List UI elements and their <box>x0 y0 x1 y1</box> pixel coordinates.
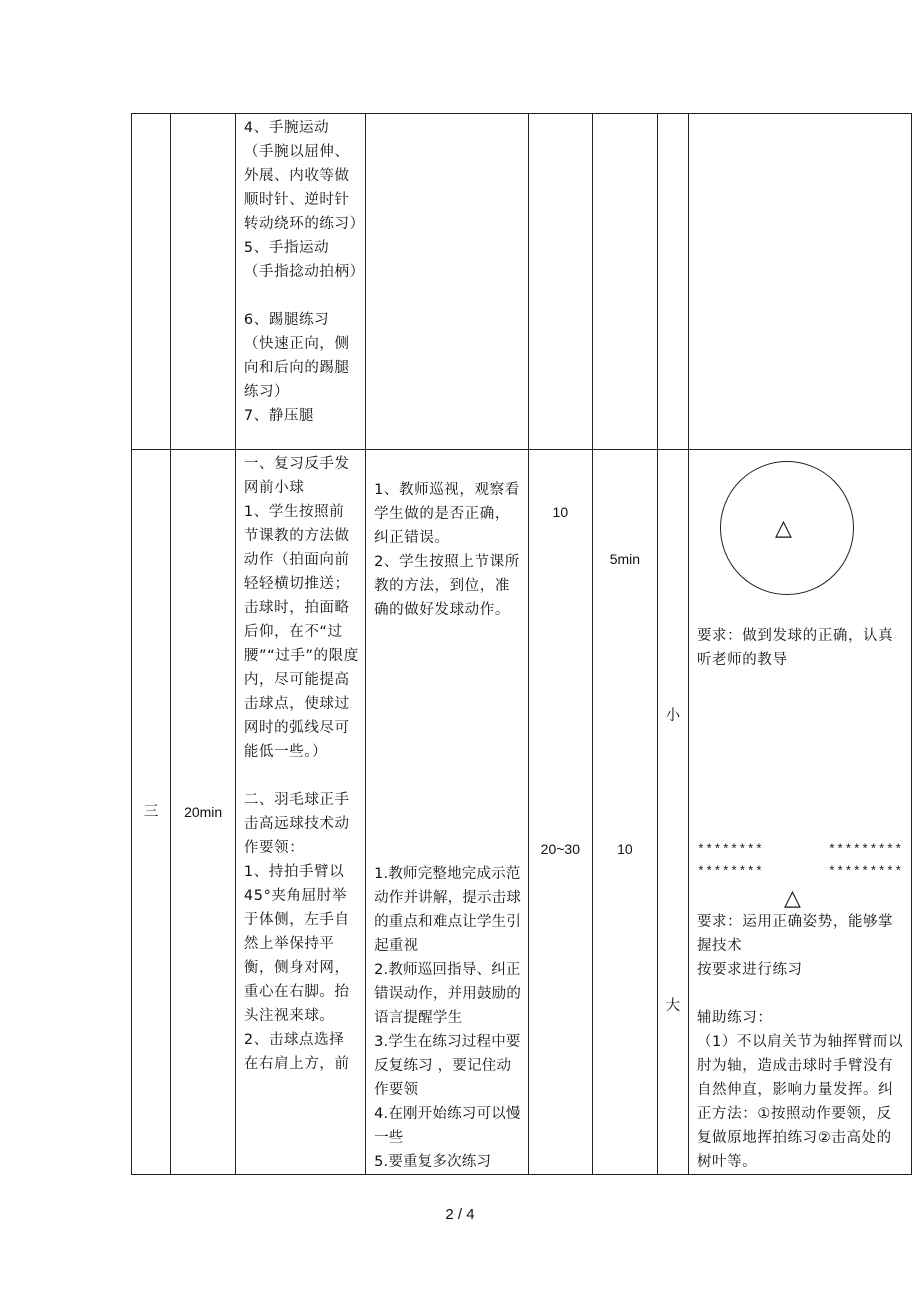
time-cell <box>593 450 658 1175</box>
duration-cell <box>171 450 236 1175</box>
content-cell <box>235 114 365 450</box>
content-paragraph: 1、持拍手臂以45°夹角屈肘举于体侧，左手自然上举保持平衡，侧身对网，重心在右脚。抬头注视来球。 <box>243 864 350 1024</box>
section-cell <box>132 450 171 1175</box>
page-number: 2 / 4 <box>445 1206 475 1223</box>
table-row <box>132 450 912 1175</box>
time-cell <box>593 114 658 450</box>
intensity-cell <box>657 450 688 1175</box>
method-paragraph: 3.学生在练习过程中要反复练习 ，要记住动作要领 <box>374 1034 521 1098</box>
method-paragraph: 1.教师完整地完成示范动作并讲解，提示击球的重点和难点让学生引起重视 <box>374 866 522 954</box>
intensity-cell <box>657 114 688 450</box>
method-paragraph: 1、教师巡视，观察看学生做的是否正确，纠正错误。 <box>374 482 520 546</box>
triangle-icon: △ <box>783 886 801 911</box>
requirement-text: 要求：做到发球的正确，认真听老师的教导 <box>696 628 894 668</box>
section-label: 三 <box>143 804 159 820</box>
aux-body: （1）不以肩关节为轴挥臂而以肘为轴，造成击球时手臂没有自然伸直，影响力量发挥。纠正方法：①按照动作要领，反复做原地挥拍练习②击高处的树叶等。 <box>696 1034 904 1170</box>
formation-stars: ********* <box>827 842 903 857</box>
content-paragraph: 6、踢腿练习（快速正向，侧向和后向的踢腿练习） <box>243 312 350 400</box>
method-paragraph: 2.教师巡回指导、纠正错误动作，并用鼓励的语言提醒学生 <box>374 962 522 1026</box>
diagram-cell <box>688 114 911 450</box>
intensity-label: 大 <box>665 998 681 1014</box>
requirement-text: 要求：运用正确姿势，能够掌握技术 <box>696 914 894 954</box>
formation-stars: ********* <box>827 864 903 879</box>
method-cell <box>366 114 528 450</box>
content-paragraph: 4、手腕运动（手腕以屈伸、外展、内收等做顺时针、逆时针转动绕环的练习） <box>243 120 365 232</box>
section-cell <box>132 114 171 450</box>
intensity-label: 小 <box>665 708 681 724</box>
time-value: 5min <box>609 551 641 567</box>
content-cell <box>235 450 365 1175</box>
table-row <box>132 114 912 450</box>
diagram-cell <box>688 450 911 1175</box>
lesson-plan-table <box>131 113 912 1175</box>
aux-title: 辅助练习： <box>696 1010 773 1026</box>
content-paragraph: 2、击球点选择在右肩上方，前 <box>243 1032 350 1072</box>
method-paragraph: 4.在刚开始练习可以慢一些 <box>374 1106 521 1146</box>
formation-stars: ******** <box>696 864 764 879</box>
content-paragraph: 5、手指运动（手指捻动拍柄） <box>243 240 365 280</box>
content-paragraph: 7、静压腿 <box>243 408 315 424</box>
method-paragraph: 2、学生按照上节课所教的方法，到位，准确的做好发球动作。 <box>374 554 520 618</box>
formation-stars: ******** <box>696 842 764 857</box>
content-heading: 一、复习反手发网前小球 <box>243 456 350 496</box>
duration-value: 20min <box>184 803 223 820</box>
time-value: 10 <box>617 841 633 857</box>
count-cell <box>528 114 593 450</box>
requirement-text: 按要求进行练习 <box>696 962 803 978</box>
count-value: 20~30 <box>540 841 580 857</box>
triangle-icon: △ <box>774 516 792 541</box>
content-heading: 二、羽毛球正手击高远球技术动作要领： <box>243 792 350 856</box>
method-cell <box>366 450 528 1175</box>
method-paragraph: 5.要重复多次练习 <box>374 1154 492 1170</box>
duration-cell <box>171 114 236 450</box>
content-paragraph: 1、学生按照前节课教的方法做动作（拍面向前轻轻横切推送；击球时，拍面略后仰，在不“过腰”“过手”的限度内，尽可能提高击球点，使球过网时的弧线尽可能低一些。） <box>243 504 359 760</box>
count-cell <box>528 450 593 1175</box>
count-value: 10 <box>552 504 569 520</box>
